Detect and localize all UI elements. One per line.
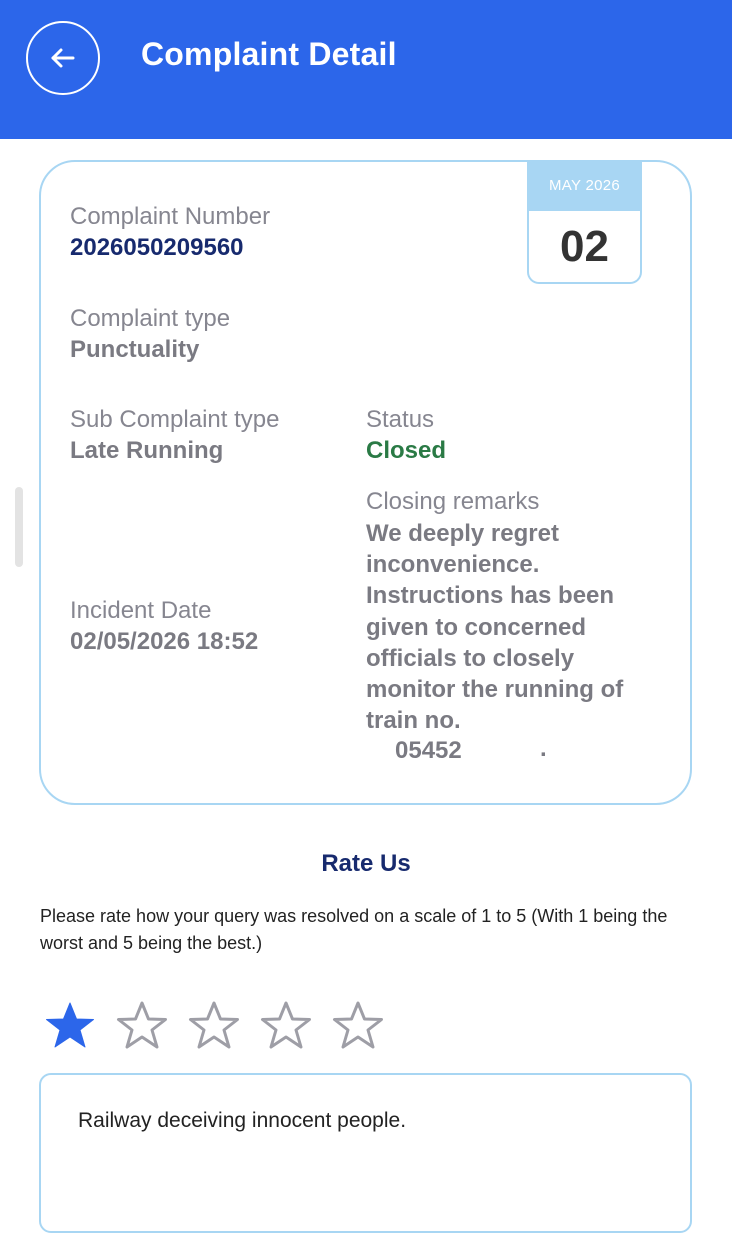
star-icon bbox=[43, 1000, 97, 1052]
complaint-type-label: Complaint type bbox=[70, 305, 231, 332]
star-5-button[interactable] bbox=[331, 1000, 385, 1052]
complaint-type-value: Punctuality bbox=[70, 336, 200, 363]
star-2-button[interactable] bbox=[115, 1000, 169, 1052]
incident-date-value: 02/05/2026 18:52 bbox=[70, 628, 259, 655]
status-label: Status bbox=[366, 406, 435, 433]
complaint-number-value: 2026050209560 bbox=[70, 234, 244, 261]
star-icon bbox=[187, 1000, 241, 1052]
star-1-button[interactable] bbox=[43, 1000, 97, 1052]
star-icon bbox=[115, 1000, 169, 1052]
arrow-left-icon bbox=[47, 42, 79, 74]
scrollbar-thumb[interactable] bbox=[15, 487, 23, 567]
back-button[interactable] bbox=[26, 21, 100, 95]
date-day: 02 bbox=[560, 221, 609, 271]
app-header bbox=[0, 0, 732, 139]
rate-description: Please rate how your query was resolved on a scale of 1 to 5 (With 1 being the worst and 5 being the best.) bbox=[40, 906, 668, 953]
sub-complaint-type-label: Sub Complaint type bbox=[70, 406, 280, 433]
comment-text: Railway deceiving innocent people. bbox=[78, 1109, 407, 1132]
trailing-period: . bbox=[540, 735, 547, 762]
star-icon bbox=[331, 1000, 385, 1052]
train-number: 05452 bbox=[395, 737, 462, 764]
date-badge bbox=[527, 160, 642, 284]
incident-date-label: Incident Date bbox=[70, 597, 212, 624]
comment-field[interactable] bbox=[39, 1073, 692, 1233]
page-title: Complaint Detail bbox=[141, 36, 397, 72]
status-value: Closed bbox=[366, 437, 447, 464]
rate-us-title: Rate Us bbox=[321, 850, 411, 877]
date-month-year: MAY 2026 bbox=[529, 160, 640, 211]
sub-complaint-type-value: Late Running bbox=[70, 437, 224, 464]
star-icon bbox=[259, 1000, 313, 1052]
closing-remarks-label: Closing remarks bbox=[366, 488, 540, 515]
closing-remarks-value: We deeply regret inconvenience. Instructions has been given to concerned officials to closely monitor the running of train no. bbox=[366, 520, 624, 735]
complaint-number-label: Complaint Number bbox=[70, 203, 271, 230]
star-4-button[interactable] bbox=[259, 1000, 313, 1052]
star-3-button[interactable] bbox=[187, 1000, 241, 1052]
